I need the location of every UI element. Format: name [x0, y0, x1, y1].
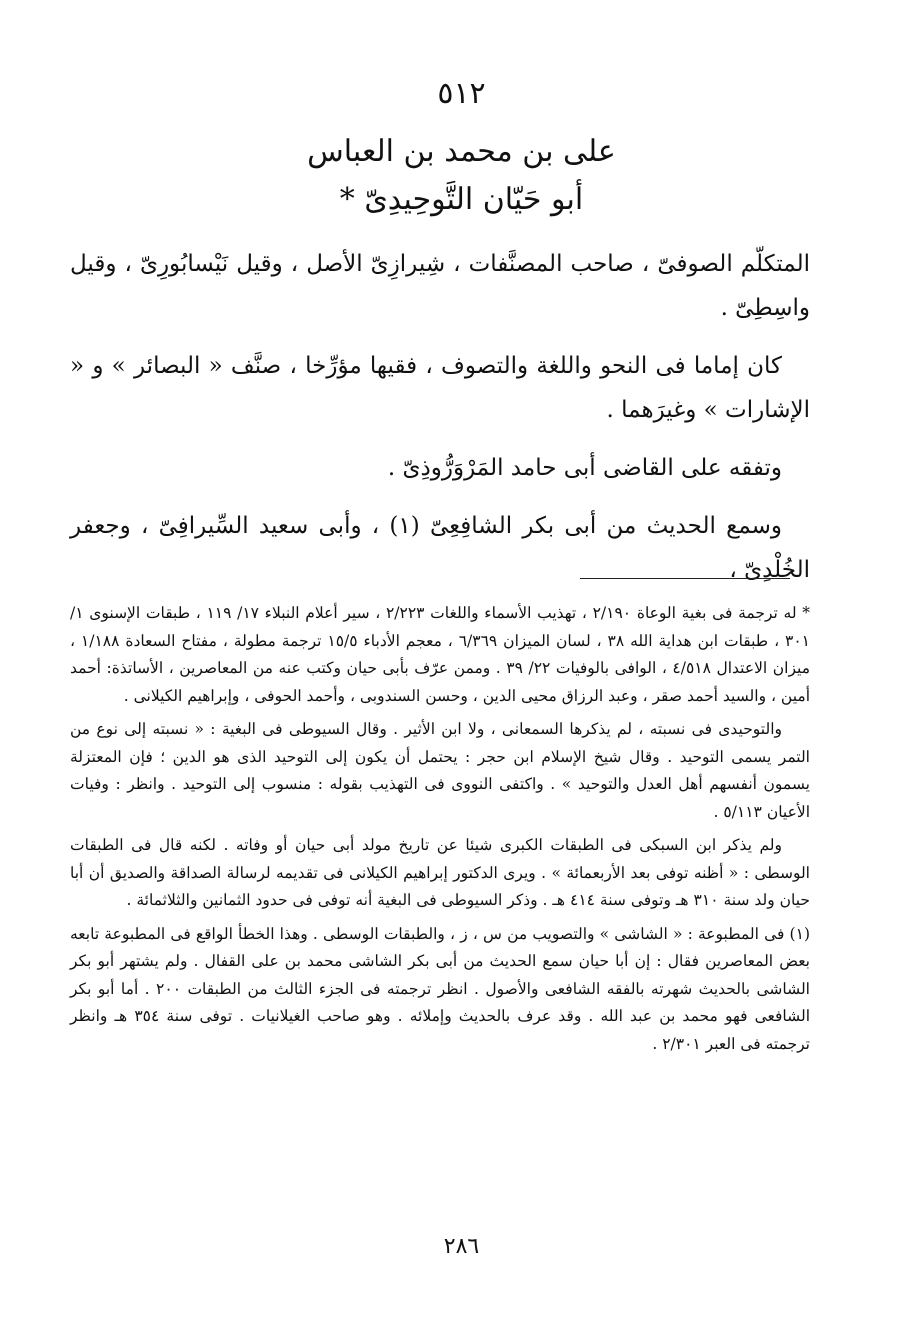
- footnote-paragraph: (١) فى المطبوعة : « الشاشى » والتصويب من س ، ز ، والطبقات الوسطى . وهذا الخطأ الواقع فى المطبوعة تابعه بعض المعاصرين فقال : إن أبا حيان سمع الحديث من أبى بكر الشاشى محمد بن على القفال . ولم يشتهر أبو بكر الشاشى بالحديث شهرته بالفقه الشافعى والأصول . انظر ترجمته فى الجزء الثالث من الطبقات ٢٠٠ . أما أبو بكر الشافعى فهو محمد بن عبد الله . وقد عرف بالحديث وإملائه . وهو صاحب الغيلانيات . توفى سنة ٣٥٤ هـ وانظر ترجمته فى العبر ٢/٣٠١ .: [70, 924, 810, 1053]
- biography-title: [0, 128, 923, 224]
- footnote-paragraph: والتوحيدى فى نسبته ، لم يذكرها السمعانى ، ولا ابن الأثير . وقال السيوطى فى البغية : « نسبته إلى نوع من التمر يسمى التوحيد . وقال شيخ الإسلام ابن حجر : يحتمل أن يكون إلى التوحيد الذى هو الدين ؛ فإن المعتزلة يسمون أنفسهم أهل العدل والتوحيد » . واكتفى النووى فى التهذيب بقوله : منسوب إلى التوحيد . وانظر : وفيات الأعيان ٥/١١٣ .: [70, 720, 810, 821]
- body-paragraph: وسمع الحديث من أبى بكر الشافِعِىّ (١) ، وأبى سعيد السِّيرافِىّ ، وجعفر الخُلْدِىّ ،: [70, 513, 810, 583]
- body-paragraph: كان إماما فى النحو واللغة والتصوف ، فقيها مؤرِّخا ، صنَّف « البصائر » و « الإشارات » وغيرَهما .: [70, 353, 810, 423]
- body-paragraph: المتكلّم الصوفىّ ، صاحب المصنَّفات ، شِيرازِىّ الأصل ، وقيل نَيْسابُورِىّ ، وقيل واسِطِىّ .: [70, 251, 810, 321]
- title-name: على بن محمد بن العباس: [307, 134, 616, 169]
- body-paragraph: وتفقه على القاضى أبى حامد المَرْوَرُّوذِىّ .: [387, 455, 782, 481]
- footnote-separator: [580, 578, 790, 579]
- title-kunya: أبو حَيّان التَّوحِيدِىّ *: [339, 182, 584, 217]
- footnote-paragraph: * له ترجمة فى بغية الوعاة ٢/١٩٠ ، تهذيب الأسماء واللغات ٢/٢٢٣ ، سير أعلام النبلاء ١٧/ ١١٩ ، طبقات الإسنوى ١/ ٣٠١ ، طبقات ابن هداية الله ٣٨ ، لسان الميزان ٦/٣٦٩ ، معجم الأدباء ١٥/٥ ترجمة مطولة ، مفتاح السعادة ١/١٨٨ ، ميزان الاعتدال ٤/٥١٨ ، الوافى بالوفيات ٢٢/ ٣٩ . وممن عرّف بأبى حيان وكتب عنه من المعاصرين ، الأساتذة: أحمد أمين ، والسيد أحمد صقر ، وعبد الرزاق محيى الدين ، وحسن السندوبى ، وأحمد الحوفى ، وإبراهيم الكيلانى .: [70, 604, 811, 705]
- footnotes: [70, 600, 810, 1064]
- footnote-paragraph: ولم يذكر ابن السبكى فى الطبقات الكبرى شيئا عن تاريخ مولد أبى حيان أو وفاته . لكنه قال فى الطبقات الوسطى : « أظنه توفى بعد الأربعمائة » . ويرى الدكتور إبراهيم الكيلانى فى تقديمه لرسالة الصداقة والصديق أن أبا حيان ولد سنة ٣١٠ هـ وتوفى سنة ٤١٤ هـ . وذكر السيوطى فى البغية أنه توفى فى حدود الثمانين والثلاثمائة .: [70, 836, 810, 909]
- page-number: ٢٨٦: [443, 1234, 480, 1259]
- entry-number: ٥١٢: [437, 76, 486, 111]
- biography-body: [70, 242, 810, 606]
